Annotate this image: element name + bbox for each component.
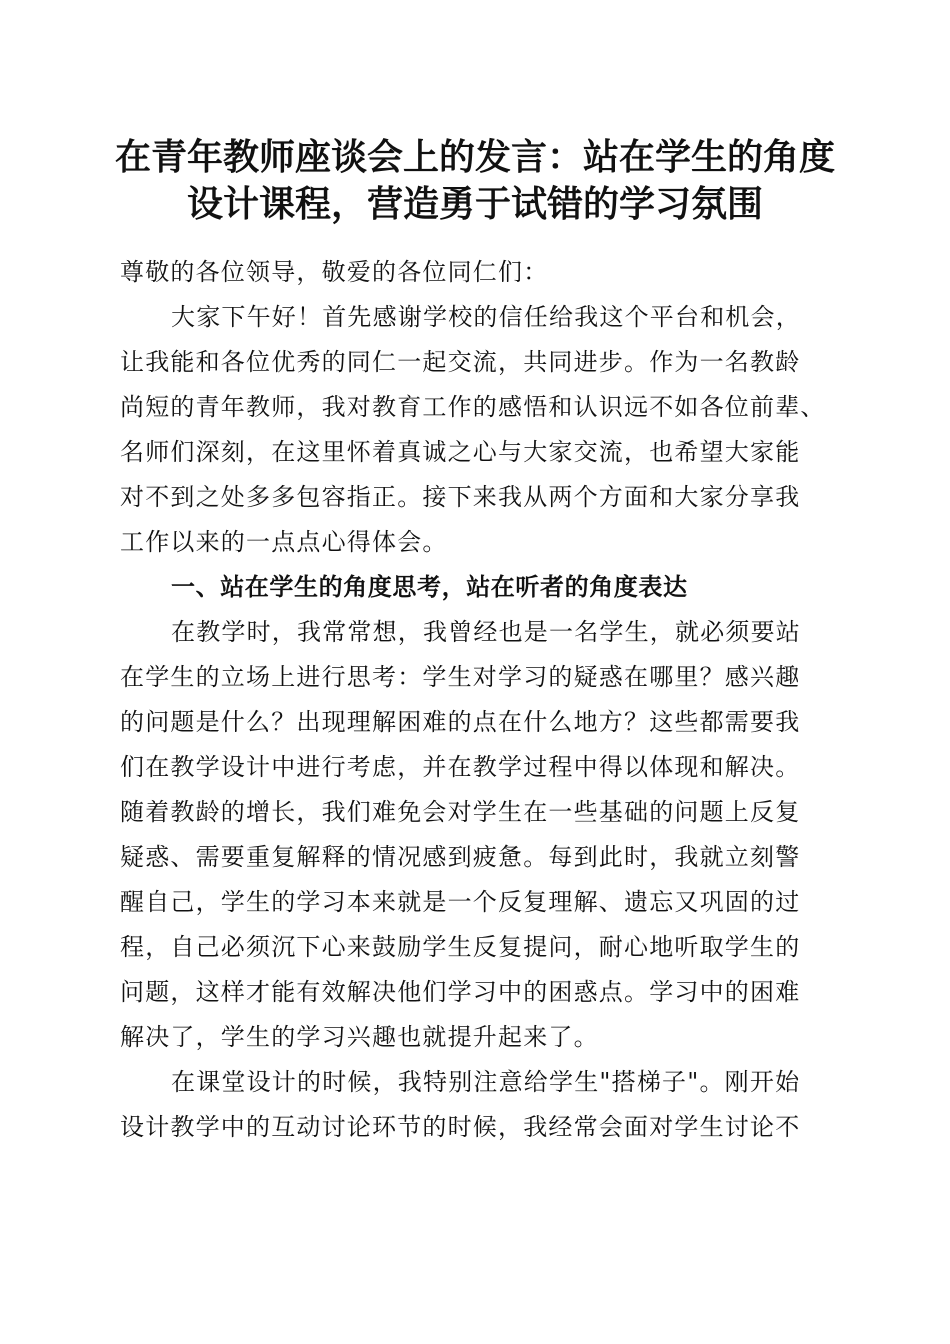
- paragraph-line: 名师们深刻，在这里怀着真诚之心与大家交流，也希望大家能: [120, 438, 801, 466]
- paragraph-line: 大家下午好！首先感谢学校的信任给我这个平台和机会，: [171, 303, 801, 331]
- title-line-2: 设计课程，营造勇于试错的学习氛围: [186, 183, 763, 225]
- title-line-1: 在青年教师座谈会上的发言：站在学生的角度: [114, 136, 835, 178]
- paragraph-line: 随着教龄的增长，我们难免会对学生在一些基础的问题上反复: [120, 798, 801, 826]
- document-title: [0, 134, 950, 228]
- paragraph-line: 程，自己必须沉下心来鼓励学生反复提问，耐心地听取学生的: [120, 933, 801, 961]
- paragraph-line: 让我能和各位优秀的同仁一起交流，共同进步。作为一名教龄: [120, 348, 801, 376]
- section-heading: 一、站在学生的角度思考，站在听者的角度表达: [171, 573, 688, 601]
- paragraph-line: 尚短的青年教师，我对教育工作的感悟和认识远不如各位前辈、: [120, 393, 826, 421]
- salutation: 尊敬的各位领导，敬爱的各位同仁们：: [120, 258, 549, 286]
- paragraph-line: 的问题是什么？出现理解困难的点在什么地方？这些都需要我: [120, 708, 801, 736]
- paragraph-line: 在学生的立场上进行思考：学生对学习的疑惑在哪里？感兴趣: [120, 663, 801, 691]
- paragraph-line: 设计教学中的互动讨论环节的时候，我经常会面对学生讨论不: [120, 1113, 801, 1141]
- paragraph-line: 疑惑、需要重复解释的情况感到疲惫。每到此时，我就立刻警: [120, 843, 801, 871]
- paragraph-line: 在教学时，我常常想，我曾经也是一名学生，就必须要站: [171, 618, 801, 646]
- paragraph-line: 醒自己，学生的学习本来就是一个反复理解、遗忘又巩固的过: [120, 888, 801, 916]
- paragraph-line: 问题，这样才能有效解决他们学习中的困惑点。学习中的困难: [120, 978, 801, 1006]
- paragraph-line: 在课堂设计的时候，我特别注意给学生"搭梯子"。刚开始: [171, 1068, 801, 1096]
- paragraph-line: 们在教学设计中进行考虑，并在教学过程中得以体现和解决。: [120, 753, 801, 781]
- paragraph-line: 解决了，学生的学习兴趣也就提升起来了。: [120, 1023, 599, 1051]
- paragraph-line: 对不到之处多多包容指正。接下来我从两个方面和大家分享我: [120, 483, 801, 511]
- document-body: [120, 250, 830, 1150]
- paragraph-line: 工作以来的一点点心得体会。: [120, 528, 448, 556]
